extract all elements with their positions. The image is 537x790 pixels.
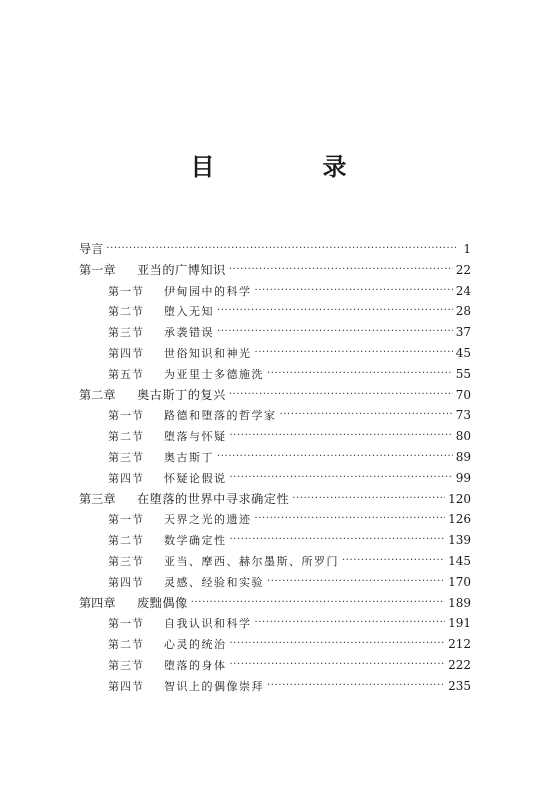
toc-entry-title: 奥古斯丁 — [164, 450, 214, 464]
toc-entry-number: 第四节 — [108, 575, 144, 589]
toc-entry-page-number: 22 — [455, 262, 471, 277]
toc-entry-section[interactable] — [79, 613, 471, 634]
toc-entry-title: 在堕落的世界中寻求确定性 — [137, 491, 290, 506]
toc-entry-page-number: 139 — [448, 533, 471, 548]
toc-entry-title: 路德和堕落的哲学家 — [164, 409, 277, 423]
dot-leader — [255, 509, 446, 530]
toc-entry-number: 第五节 — [108, 367, 144, 381]
toc-entry-number: 第二节 — [108, 534, 144, 548]
toc-entry-title: 世俗知识和神光 — [164, 346, 252, 360]
toc-entry-title: 心灵的统治 — [164, 638, 227, 652]
toc-entry-title: 废黜偶像 — [137, 595, 188, 610]
dot-leader — [255, 343, 453, 364]
toc-entry-page-number: 99 — [455, 470, 471, 485]
dot-leader — [230, 530, 446, 551]
dot-leader — [255, 281, 453, 302]
toc-entry-title: 灵感、经验和实验 — [164, 575, 264, 589]
toc-entry-page-number: 222 — [448, 657, 471, 672]
toc-entry-section[interactable] — [79, 551, 471, 572]
page-title: 目 录 — [190, 153, 389, 181]
toc-entry-section[interactable] — [79, 572, 471, 593]
dot-leader — [217, 447, 453, 468]
dot-leader — [267, 676, 445, 697]
toc-entry-page-number: 235 — [448, 678, 471, 693]
toc-entry-title: 自我认识和科学 — [164, 617, 252, 631]
toc-entry-chapter[interactable] — [79, 385, 471, 406]
toc-entry-section[interactable] — [79, 676, 471, 697]
toc-entry-chapter[interactable] — [79, 489, 471, 510]
dot-leader — [229, 385, 453, 406]
toc-entry-page-number: 28 — [455, 304, 471, 319]
toc-entry-number: 第三章 — [79, 491, 116, 506]
toc-entry-intro[interactable] — [79, 239, 471, 260]
toc-entry-page-number: 73 — [455, 408, 471, 423]
toc-entry-title: 天界之光的遗迹 — [164, 513, 252, 527]
toc-entry-page-number: 55 — [455, 366, 471, 381]
dot-leader — [292, 489, 445, 510]
dot-leader — [267, 364, 453, 385]
toc-entry-number: 第一节 — [108, 617, 144, 631]
toc-entry-section[interactable] — [79, 509, 471, 530]
toc-entry-title: 导言 — [79, 242, 104, 256]
toc-entry-number: 第一节 — [108, 513, 144, 527]
toc-entry-page-number: 189 — [448, 595, 471, 610]
toc-entry-section[interactable] — [79, 322, 471, 343]
toc-entry-title: 数学确定性 — [164, 534, 227, 548]
toc-entry-section[interactable] — [79, 426, 471, 447]
toc-entry-page-number: 145 — [448, 553, 471, 568]
toc-entry-page-number: 212 — [448, 637, 471, 652]
toc-entry-number: 第四章 — [79, 595, 116, 610]
dot-leader — [230, 426, 453, 447]
dot-leader — [106, 239, 456, 260]
toc-entry-title: 怀疑论假说 — [164, 471, 227, 485]
toc-entry-section[interactable] — [79, 343, 471, 364]
toc-entry-section[interactable] — [79, 447, 471, 468]
table-of-contents — [79, 239, 471, 697]
toc-entry-number: 第四节 — [108, 346, 144, 360]
toc-entry-number: 第二节 — [108, 305, 144, 319]
toc-entry-page-number: 1 — [463, 242, 471, 256]
toc-entry-title: 为亚里士多德施洗 — [164, 367, 264, 381]
toc-entry-title: 奥古斯丁的复兴 — [137, 387, 226, 402]
toc-entry-number: 第二节 — [108, 638, 144, 652]
toc-entry-number: 第三节 — [108, 658, 144, 672]
toc-entry-number: 第三节 — [108, 450, 144, 464]
toc-entry-title: 堕落的身体 — [164, 658, 227, 672]
dot-leader — [217, 301, 453, 322]
dot-leader — [191, 593, 445, 614]
toc-entry-title: 堕落与怀疑 — [164, 430, 227, 444]
dot-leader — [255, 613, 446, 634]
toc-entry-number: 第二节 — [108, 430, 144, 444]
toc-entry-page-number: 80 — [455, 429, 471, 444]
dot-leader — [230, 655, 446, 676]
toc-entry-section[interactable] — [79, 530, 471, 551]
toc-entry-number: 第四节 — [108, 471, 144, 485]
toc-entry-page-number: 120 — [448, 491, 471, 506]
toc-entry-chapter[interactable] — [79, 260, 471, 281]
toc-entry-page-number: 170 — [448, 574, 471, 589]
toc-entry-number: 第二章 — [79, 387, 116, 402]
toc-entry-number: 第三节 — [108, 554, 144, 568]
toc-entry-section[interactable] — [79, 281, 471, 302]
dot-leader — [342, 551, 445, 572]
toc-entry-title: 智识上的偶像崇拜 — [164, 679, 264, 693]
toc-entry-title: 承袭错误 — [164, 326, 214, 340]
toc-entry-section[interactable] — [79, 364, 471, 385]
toc-entry-title: 伊甸园中的科学 — [164, 284, 252, 298]
dot-leader — [267, 572, 445, 593]
toc-entry-page-number: 89 — [455, 449, 471, 464]
toc-entry-title: 亚当的广博知识 — [137, 262, 226, 277]
toc-entry-chapter[interactable] — [79, 593, 471, 614]
toc-entry-section[interactable] — [79, 405, 471, 426]
toc-entry-number: 第一节 — [108, 284, 144, 298]
toc-entry-number: 第三节 — [108, 326, 144, 340]
toc-entry-page-number: 45 — [455, 345, 471, 360]
dot-leader — [230, 468, 453, 489]
toc-entry-section[interactable] — [79, 634, 471, 655]
toc-entry-number: 第四节 — [108, 679, 144, 693]
dot-leader — [217, 322, 453, 343]
dot-leader — [229, 260, 453, 281]
dot-leader — [230, 634, 446, 655]
toc-entry-number: 第一章 — [79, 262, 116, 277]
toc-entry-title: 亚当、摩西、赫尔墨斯、所罗门 — [164, 554, 339, 568]
toc-entry-page-number: 24 — [455, 283, 471, 298]
dot-leader — [280, 405, 453, 426]
toc-entry-page-number: 191 — [448, 616, 471, 631]
toc-entry-title: 堕入无知 — [164, 305, 214, 319]
toc-entry-page-number: 70 — [455, 387, 471, 402]
toc-entry-page-number: 126 — [448, 512, 471, 527]
toc-entry-section[interactable] — [79, 655, 471, 676]
toc-entry-page-number: 37 — [455, 325, 471, 340]
toc-entry-number: 第一节 — [108, 409, 144, 423]
toc-entry-section[interactable] — [79, 301, 471, 322]
toc-entry-section[interactable] — [79, 468, 471, 489]
